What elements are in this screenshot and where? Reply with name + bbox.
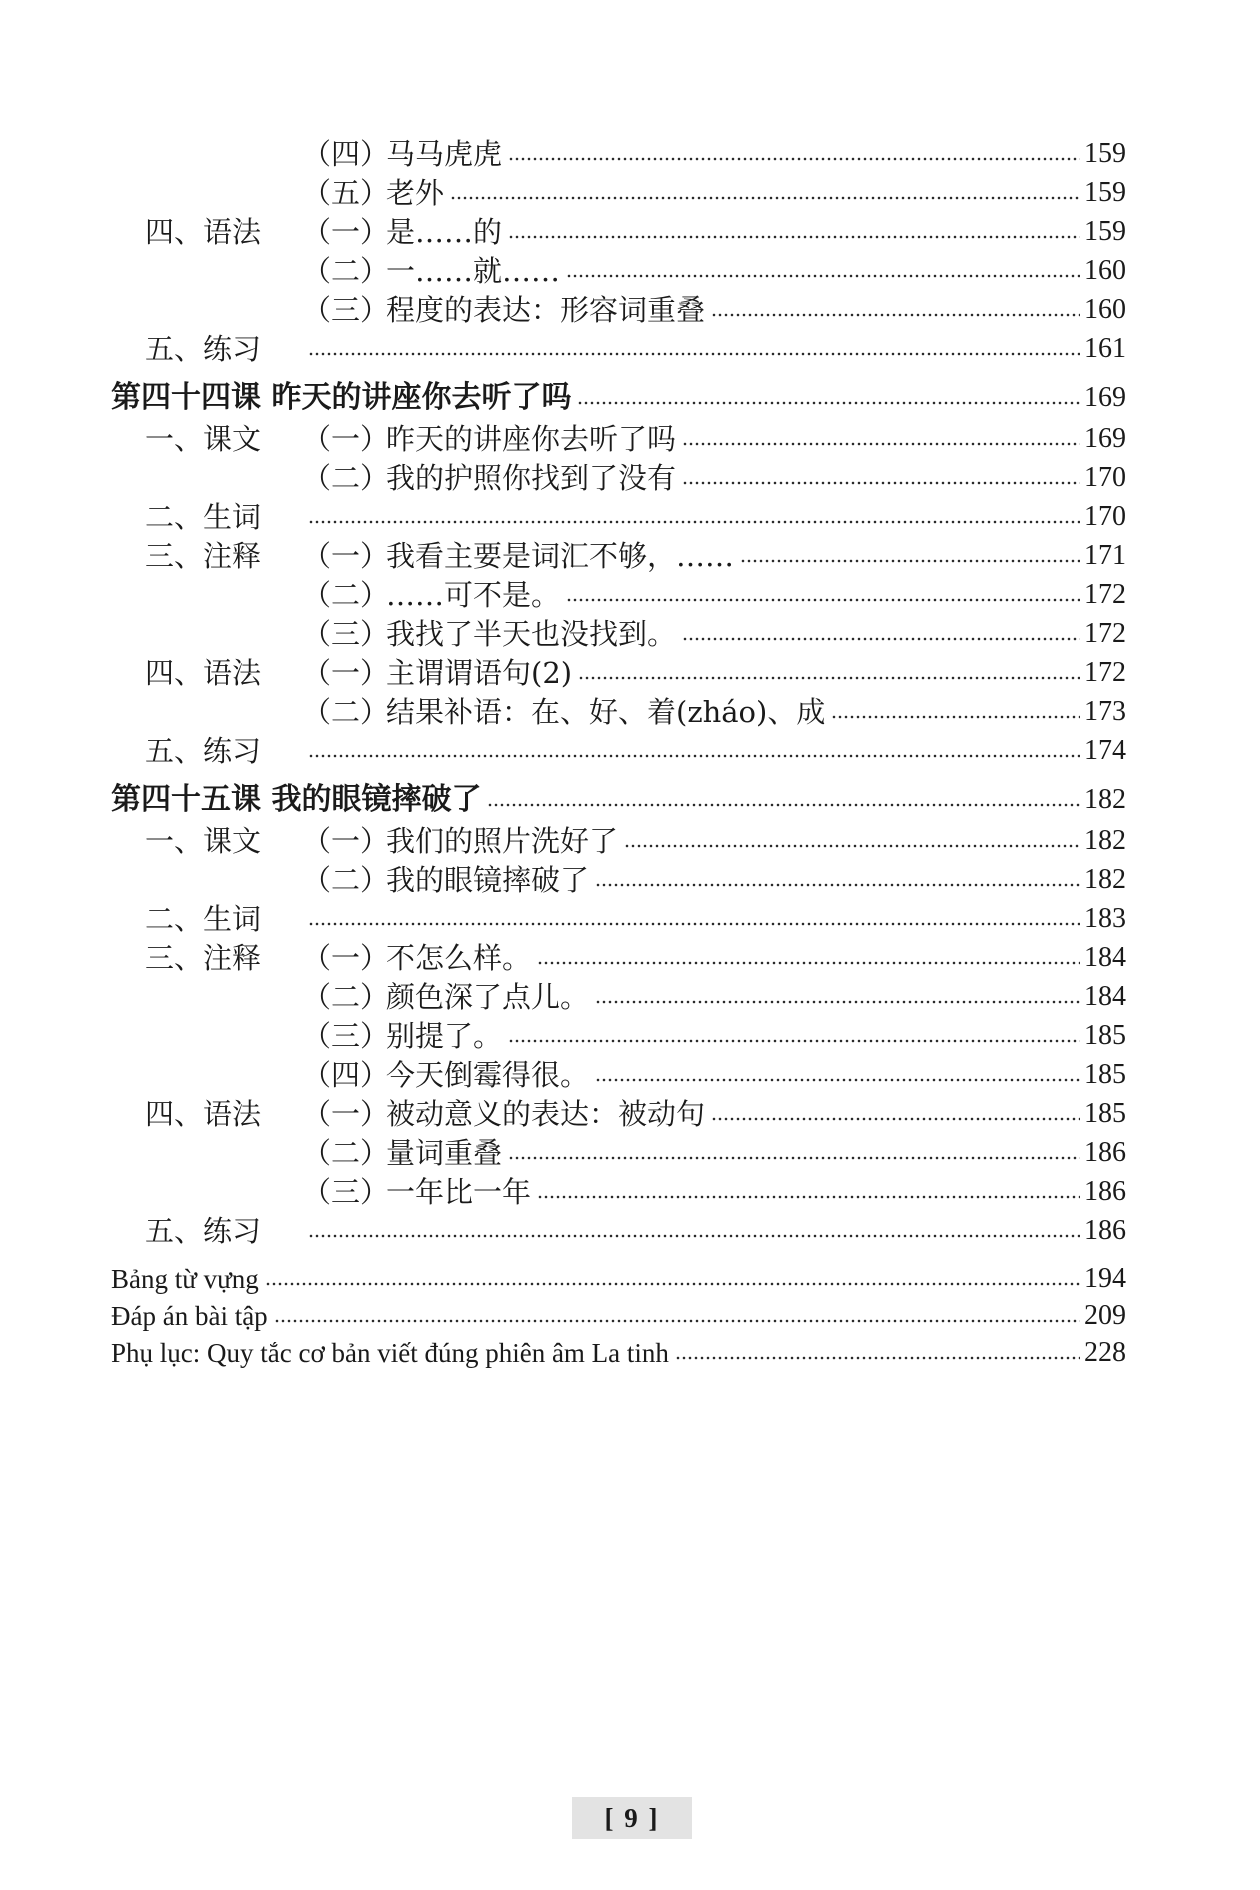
toc-page-number: 183	[1084, 903, 1126, 934]
toc-section-label: 五、练习	[145, 1214, 262, 1248]
toc-page-number: 182	[1084, 864, 1126, 895]
toc-entry[interactable]	[145, 134, 1126, 174]
dot-leader	[595, 997, 1080, 1007]
dot-leader	[265, 1279, 1080, 1289]
toc-lesson-heading[interactable]	[111, 780, 1126, 820]
toc-subsection-number: （二）	[302, 461, 390, 495]
toc-entry[interactable]	[145, 1055, 1126, 1095]
toc-page-number: 186	[1084, 1215, 1126, 1246]
toc-entry[interactable]	[145, 860, 1126, 900]
dot-leader	[308, 349, 1080, 359]
toc-section-label: 四、语法	[145, 1097, 262, 1131]
toc-subsection-number: （三）	[302, 1019, 390, 1053]
dot-leader	[308, 919, 1080, 929]
dot-leader	[308, 751, 1080, 761]
toc-page-number: 159	[1084, 216, 1126, 247]
dot-leader	[450, 193, 1080, 203]
toc-entry-title: 是……的	[386, 215, 503, 249]
toc-entry[interactable]	[145, 653, 1126, 693]
toc-entry-title: 程度的表达：形容词重叠	[386, 293, 706, 327]
toc-page-number: 172	[1084, 657, 1126, 688]
toc-subsection-number: （二）	[302, 578, 390, 612]
toc-entry-title: 马马虎虎	[386, 137, 503, 171]
toc-entry[interactable]	[145, 938, 1126, 978]
dot-leader	[595, 880, 1080, 890]
toc-section-label: 四、语法	[145, 215, 262, 249]
toc-subsection-number: （一）	[302, 539, 390, 573]
toc-page-number: 173	[1084, 696, 1126, 727]
toc-page-number: 209	[1084, 1300, 1126, 1331]
toc-page-number: 171	[1084, 540, 1126, 571]
dot-leader	[682, 634, 1080, 644]
toc-page-number: 228	[1084, 1337, 1126, 1368]
toc-entry[interactable]	[145, 1133, 1126, 1173]
toc-entry[interactable]	[145, 419, 1126, 459]
toc-page-number: 160	[1084, 294, 1126, 325]
toc-entry[interactable]	[145, 575, 1126, 615]
toc-entry[interactable]	[145, 821, 1126, 861]
toc-entry-title: 今天倒霉得很。	[386, 1058, 590, 1092]
toc-page-number: 161	[1084, 333, 1126, 364]
toc-page-number: 160	[1084, 255, 1126, 286]
toc-entry[interactable]	[145, 251, 1126, 291]
toc-entry[interactable]	[145, 1016, 1126, 1056]
toc-page-number: 169	[1084, 382, 1126, 413]
toc-subsection-number: （四）	[302, 1058, 390, 1092]
toc-subsection-number: （一）	[302, 941, 390, 975]
toc-page-number: 186	[1084, 1176, 1126, 1207]
toc-subsection-number: （四）	[302, 137, 390, 171]
toc-entry-title: 一年比一年	[386, 1175, 532, 1209]
dot-leader	[578, 673, 1080, 683]
toc-section-label: 二、生词	[145, 902, 262, 936]
dot-leader	[566, 595, 1080, 605]
toc-page-number: 174	[1084, 735, 1126, 766]
toc-lesson-heading[interactable]	[111, 378, 1126, 418]
toc-entry-title: 第四十四课 昨天的讲座你去听了吗	[111, 380, 572, 415]
toc-subsection-number: （二）	[302, 254, 390, 288]
toc-subsection-number: （一）	[302, 824, 390, 858]
toc-page-number: 184	[1084, 981, 1126, 1012]
toc-entry-title: Đáp án bài tập	[111, 1301, 268, 1331]
dot-leader	[675, 1353, 1080, 1363]
dot-leader	[508, 1036, 1080, 1046]
toc-entry[interactable]	[145, 899, 1126, 939]
dot-leader	[831, 712, 1080, 722]
toc-entry[interactable]	[145, 977, 1126, 1017]
toc-subsection-number: （二）	[302, 695, 390, 729]
toc-subsection-number: （一）	[302, 656, 390, 690]
toc-entry-title: 我的眼镜摔破了	[386, 863, 590, 897]
toc-page-number: 172	[1084, 579, 1126, 610]
toc-entry-title: 我看主要是词汇不够，……	[386, 539, 735, 573]
toc-entry-title: 第四十五课 我的眼镜摔破了	[111, 782, 482, 817]
toc-page-number: 185	[1084, 1098, 1126, 1129]
toc-entry-title: 昨天的讲座你去听了吗	[386, 422, 677, 456]
toc-entry-title: 量词重叠	[386, 1136, 503, 1170]
toc-entry[interactable]	[111, 1296, 1126, 1336]
toc-entry-title: ……可不是。	[386, 578, 561, 612]
toc-entry[interactable]	[145, 614, 1126, 654]
dot-leader	[537, 1192, 1080, 1202]
toc-section-label: 五、练习	[145, 332, 262, 366]
toc-entry[interactable]	[145, 173, 1126, 213]
toc-entry-title: 结果补语：在、好、着(zháo)、成	[386, 695, 826, 729]
toc-subsection-number: （五）	[302, 176, 390, 210]
toc-entry-title: Phụ lục: Quy tắc cơ bản viết đúng phiên âm La tinh	[111, 1338, 669, 1368]
dot-leader	[595, 1075, 1080, 1085]
toc-subsection-number: （二）	[302, 980, 390, 1014]
toc-entry[interactable]	[145, 458, 1126, 498]
toc-entry-title: 我们的照片洗好了	[386, 824, 619, 858]
toc-subsection-number: （三）	[302, 1175, 390, 1209]
toc-entry-title: 不怎么样。	[386, 941, 532, 975]
toc-subsection-number: （一）	[302, 215, 390, 249]
toc-entry[interactable]	[145, 1094, 1126, 1134]
dot-leader	[566, 271, 1080, 281]
toc-page-number: 172	[1084, 618, 1126, 649]
toc-entry[interactable]	[145, 212, 1126, 252]
toc-entry[interactable]	[145, 731, 1126, 771]
dot-leader	[508, 154, 1080, 164]
toc-page-number: 182	[1084, 784, 1126, 815]
toc-entry[interactable]	[145, 290, 1126, 330]
dot-leader	[308, 1231, 1080, 1241]
toc-entry-title: 我找了半天也没找到。	[386, 617, 677, 651]
dot-leader	[624, 841, 1080, 851]
toc-subsection-number: （一）	[302, 1097, 390, 1131]
toc-entry-title: 我的护照你找到了没有	[386, 461, 677, 495]
toc-entry-title: 一……就……	[386, 254, 561, 288]
toc-section-label: 三、注释	[145, 941, 262, 975]
toc-subsection-number: （二）	[302, 863, 390, 897]
toc-entry[interactable]	[111, 1333, 1126, 1373]
toc-page-number: 159	[1084, 138, 1126, 169]
dot-leader	[577, 398, 1080, 408]
toc-page-number: 185	[1084, 1059, 1126, 1090]
toc-subsection-number: （一）	[302, 422, 390, 456]
toc-entry[interactable]	[145, 1172, 1126, 1212]
toc-page-number: 169	[1084, 423, 1126, 454]
toc-section-label: 四、语法	[145, 656, 262, 690]
toc-subsection-number: （二）	[302, 1136, 390, 1170]
toc-page-number: 159	[1084, 177, 1126, 208]
toc-page-number: 185	[1084, 1020, 1126, 1051]
toc-entry-title: 老外	[386, 176, 445, 210]
toc-subsection-number: （三）	[302, 293, 390, 327]
toc-page-number: 184	[1084, 942, 1126, 973]
toc-page-number: 194	[1084, 1263, 1126, 1294]
toc-entry-title: 颜色深了点儿。	[386, 980, 590, 1014]
dot-leader	[711, 1114, 1080, 1124]
dot-leader	[308, 517, 1080, 527]
toc-entry[interactable]	[145, 329, 1126, 369]
toc-section-label: 一、课文	[145, 422, 262, 456]
dot-leader	[711, 310, 1080, 320]
dot-leader	[682, 478, 1080, 488]
toc-section-label: 二、生词	[145, 500, 262, 534]
page-number-footer	[572, 1797, 692, 1839]
toc-section-label: 三、注释	[145, 539, 262, 573]
toc-entry-title: 被动意义的表达：被动句	[386, 1097, 706, 1131]
dot-leader	[537, 958, 1080, 968]
toc-page-number: 170	[1084, 501, 1126, 532]
toc-subsection-number: （三）	[302, 617, 390, 651]
toc-entry-title: Bảng từ vựng	[111, 1264, 259, 1294]
toc-entry[interactable]	[145, 497, 1126, 537]
toc-page-number: 170	[1084, 462, 1126, 493]
dot-leader	[487, 800, 1080, 810]
toc-entry[interactable]	[145, 692, 1126, 732]
toc-entry[interactable]	[145, 536, 1126, 576]
toc-section-label: 五、练习	[145, 734, 262, 768]
toc-entry[interactable]	[111, 1259, 1126, 1299]
toc-page-number: 182	[1084, 825, 1126, 856]
dot-leader	[740, 556, 1080, 566]
toc-page-number: 186	[1084, 1137, 1126, 1168]
toc-entry-title: 别提了。	[386, 1019, 503, 1053]
dot-leader	[274, 1316, 1080, 1326]
toc-entry-title: 主谓谓语句(2)	[386, 656, 573, 690]
toc-entry[interactable]	[145, 1211, 1126, 1251]
dot-leader	[508, 232, 1080, 242]
toc-section-label: 一、课文	[145, 824, 262, 858]
dot-leader	[682, 439, 1080, 449]
page-number: [ 9 ]	[604, 1802, 660, 1833]
dot-leader	[508, 1153, 1080, 1163]
